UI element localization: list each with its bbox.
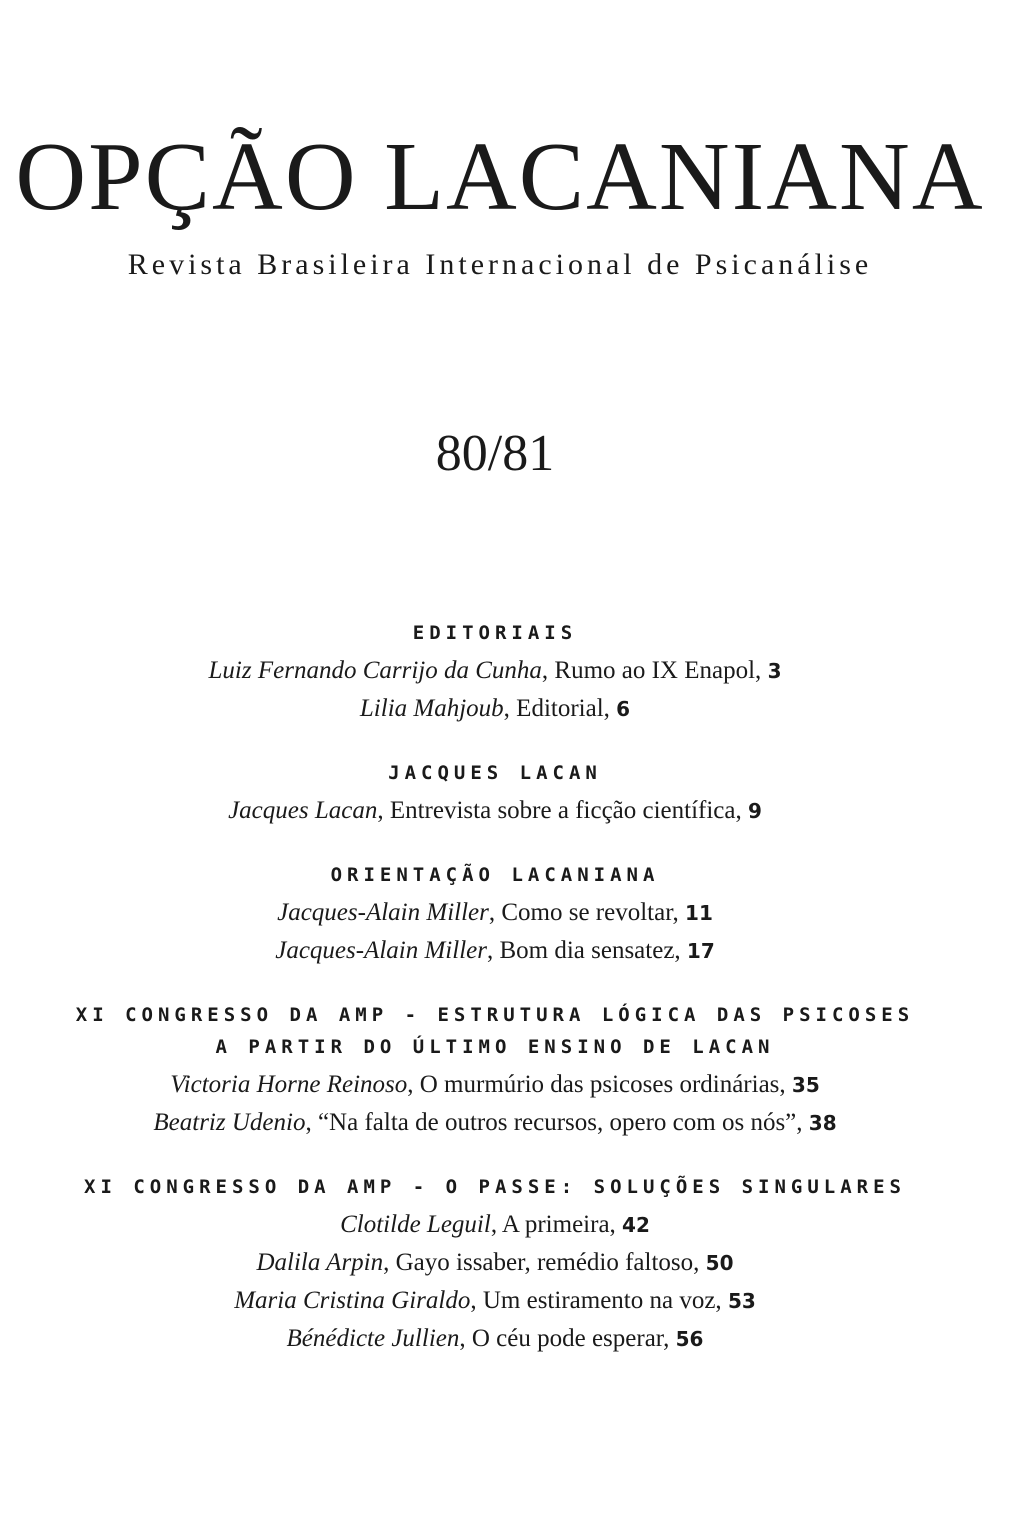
entry-title: , Um estiramento na voz,: [470, 1287, 728, 1314]
entry-author: Beatriz Udenio: [153, 1109, 306, 1136]
entry-author: Maria Cristina Giraldo: [234, 1287, 471, 1314]
toc-entry: [0, 1206, 990, 1244]
section-heading: XI CONGRESSO DA AMP - ESTRUTURA LÓGICA DAS PSICOSES: [75, 1004, 915, 1026]
toc-section: [0, 760, 990, 830]
toc-entry: [0, 792, 990, 830]
toc-section: [0, 620, 990, 728]
entry-author: Jacques Lacan: [228, 797, 378, 824]
issue-number: 80/81: [435, 425, 555, 482]
entry-title: , Entrevista sobre a ficção científica,: [377, 797, 748, 824]
entry-page-number: 38: [808, 1111, 837, 1135]
entry-title: , O céu pode esperar,: [459, 1325, 676, 1352]
entry-title: , Rumo ao IX Enapol,: [541, 657, 768, 684]
toc-entry: [0, 1282, 990, 1320]
entry-title: , Editorial,: [503, 695, 617, 722]
entry-author: Victoria Horne Reinoso: [170, 1071, 408, 1098]
toc-entry: [0, 652, 990, 690]
entry-author: Dalila Arpin: [256, 1249, 384, 1276]
table-of-contents: [0, 620, 990, 1390]
entry-page-number: 9: [748, 799, 762, 823]
entry-author: Luiz Fernando Carrijo da Cunha: [208, 657, 542, 684]
toc-entry: [0, 894, 990, 932]
toc-section: [0, 1002, 990, 1142]
entry-title: , A primeira,: [490, 1211, 623, 1238]
entry-page-number: 3: [767, 659, 782, 683]
entry-title: , O murmúrio das psicoses ordinárias,: [407, 1071, 792, 1098]
journal-subtitle: Revista Brasileira Internacional de Psicanálise: [127, 248, 873, 281]
entry-title: , Gayo issaber, remédio faltoso,: [383, 1249, 706, 1276]
entry-page-number: 50: [705, 1251, 734, 1275]
entry-title: , “Na falta de outros recursos, opero com os nós”,: [305, 1109, 809, 1136]
toc-entry: [0, 1244, 990, 1282]
entry-author: Jacques-Alain Miller: [277, 899, 489, 926]
toc-section: [0, 1174, 990, 1358]
section-heading: EDITORIAIS: [412, 622, 578, 644]
toc-entry: [0, 1104, 990, 1142]
section-heading: JACQUES LACAN: [388, 762, 602, 784]
entry-page-number: 42: [622, 1213, 650, 1237]
section-heading: A PARTIR DO ÚLTIMO ENSINO DE LACAN: [215, 1036, 775, 1058]
section-heading: XI CONGRESSO DA AMP - O PASSE: SOLUÇÕES SINGULARES: [84, 1176, 906, 1198]
entry-page-number: 53: [727, 1289, 756, 1313]
toc-entry: [0, 690, 990, 728]
section-heading: ORIENTAÇÃO LACANIANA: [330, 864, 660, 886]
entry-page-number: 17: [686, 939, 715, 963]
entry-author: Bénédicte Jullien: [286, 1325, 460, 1352]
entry-page-number: 35: [791, 1073, 820, 1097]
toc-entry: [0, 1066, 990, 1104]
entry-author: Clotilde Leguil: [340, 1211, 491, 1238]
entry-author: Lilia Mahjoub: [359, 695, 504, 722]
toc-section: [0, 862, 990, 970]
toc-entry: [0, 1320, 990, 1358]
entry-page-number: 6: [616, 697, 631, 721]
entry-author: Jacques-Alain Miller: [275, 937, 487, 964]
entry-page-number: 11: [685, 901, 713, 925]
entry-title: , Bom dia sensatez,: [486, 937, 687, 964]
journal-title: OPÇÃO LACANIANA: [15, 123, 985, 231]
entry-title: , Como se revoltar,: [488, 899, 686, 926]
entry-page-number: 56: [675, 1327, 704, 1351]
toc-entry: [0, 932, 990, 970]
